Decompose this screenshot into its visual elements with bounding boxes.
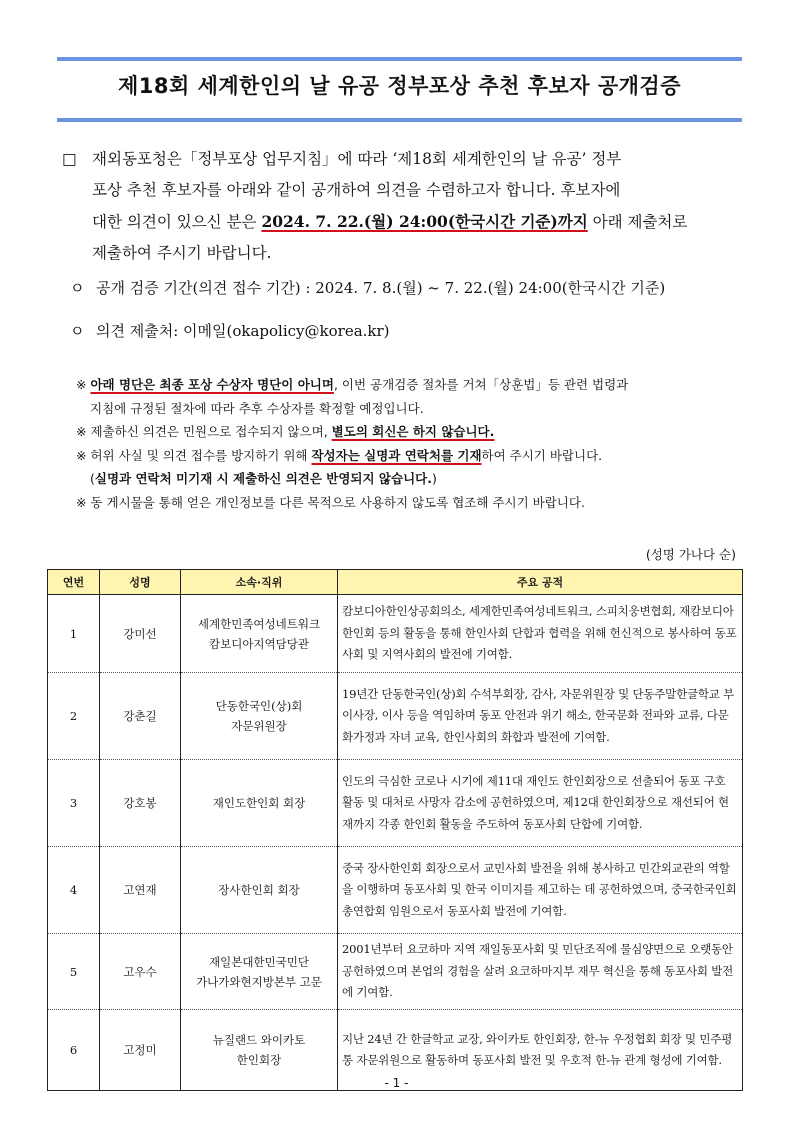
note-3 <box>76 444 756 468</box>
intro-line-3 <box>62 206 752 238</box>
intro-line-3-end: 아래 제출처로 <box>587 213 688 231</box>
row-achievements: 중국 장사한인회 회장으로서 교민사회 발전을 위해 봉사하고 민간외교관의 역할을 이행하며 동포사회 및 한국 이미지를 제고하는 데 공헌하였으며, 중국한국인회 총연합회 임원으로서 동포사회 발전에 기여함. <box>338 847 743 934</box>
reference-mark-icon: ※ <box>76 494 87 510</box>
table-row <box>48 760 743 847</box>
reference-mark-icon: ※ <box>76 424 87 439</box>
title-bottom-rule <box>57 118 742 122</box>
note-3-text: 허위 사실 및 의견 접수를 방지하기 위해 <box>90 447 312 463</box>
intro-line-2: 포상 추천 후보자를 아래와 같이 공개하여 의견을 수렴하고자 합니다. 후보자에 <box>92 181 621 199</box>
row-number: 1 <box>48 595 100 673</box>
sort-order-note: (성명 가나다 순) <box>645 547 736 562</box>
note-3-text-end: 하여 주시기 바랍니다. <box>481 447 603 463</box>
note-2 <box>76 420 756 444</box>
submission-item <box>70 320 390 341</box>
bullet-circle-icon: ㅇ <box>70 322 85 340</box>
row-number: 4 <box>48 847 100 934</box>
intro-line-4: 제출하여 주시기 바랍니다. <box>92 244 272 262</box>
note-3-warning: 실명과 연락처 미기재 시 제출하신 의견은 반영되지 않습니다. <box>94 471 432 486</box>
row-name: 고연재 <box>100 847 181 934</box>
note-1 <box>76 373 756 397</box>
note-4-text: 동 게시물을 통해 얻은 개인정보를 다른 목적으로 사용하지 않도록 협조해 주시기 바랍니다. <box>90 494 585 510</box>
intro-line-3-start: 대한 의견이 있으신 분은 <box>92 213 262 231</box>
table-header-row <box>48 570 743 595</box>
header-number: 연번 <box>48 570 100 595</box>
row-affiliation: 단동한국인(상)회 자문위원장 <box>181 673 338 760</box>
review-period-item <box>70 277 665 298</box>
submission-text: 의견 제출처: 이메일(okapolicy@korea.kr) <box>96 322 390 340</box>
note-4 <box>76 491 756 515</box>
row-achievements: 캄보디아한인상공회의소, 세계한민족여성네트워크, 스피치웅변협회, 재캄보디아한인회 등의 활동을 통해 한인사회 단합과 협력을 위해 헌신적으로 봉사하여 동포사회 및 지역사회의 발전에 기여함. <box>338 595 743 673</box>
row-achievements: 19년간 단동한국인(상)회 수석부회장, 감사, 자문위원장 및 단동주말한글학교 부이사장, 이사 등을 역임하며 동포 안전과 위기 해소, 한국문화 전파와 교류, 다문화가정과 자녀 교육, 한인사회의 화합과 발전에 기여함. <box>338 673 743 760</box>
table-row <box>48 847 743 934</box>
note-1-text: , 이번 공개검증 절차를 거쳐「상훈법」등 관련 법령과 <box>333 377 629 392</box>
row-number: 6 <box>48 1010 100 1091</box>
row-achievements: 2001년부터 요코하마 지역 재일동포사회 및 민단조직에 물심양면으로 오랫동안 공헌하였으며 본업의 경험을 살려 요코하마지부 재무 혁신을 통해 동포사회 발전에 기여함. <box>338 934 743 1010</box>
row-affiliation: 세계한민족여성네트워크 캄보디아지역담당관 <box>181 595 338 673</box>
table-row <box>48 595 743 673</box>
row-affiliation: 재인도한인회 회장 <box>181 760 338 847</box>
row-affiliation: 재일본대한민국민단 가나가와현지방본부 고문 <box>181 934 338 1010</box>
row-number: 5 <box>48 934 100 1010</box>
page-number: - 1 - <box>384 1076 409 1090</box>
note-3-line-2 <box>76 467 756 491</box>
row-affiliation: 장사한인회 회장 <box>181 847 338 934</box>
top-rule <box>57 57 742 61</box>
row-number: 2 <box>48 673 100 760</box>
note-2-emphasis: 별도의 회신은 하지 않습니다. <box>331 424 495 439</box>
intro-paragraph <box>62 144 752 269</box>
row-affiliation: 뉴질랜드 와이카토 한인회장 <box>181 1010 338 1091</box>
header-affiliation: 소속·직위 <box>181 570 338 595</box>
page-title: 제18회 세계한인의 날 유공 정부포상 추천 후보자 공개검증 <box>118 74 681 98</box>
deadline-highlight: 2024. 7. 22.(월) 24:00(한국시간 기준)까지 <box>261 212 588 231</box>
checkbox-square-icon: □ <box>62 150 77 168</box>
reference-mark-icon: ※ <box>76 377 87 392</box>
row-number: 3 <box>48 760 100 847</box>
review-period-text: 공개 검증 기간(의견 접수 기간) : 2024. 7. 8.(월) ~ 7. 22.(월) 24:00(한국시간 기준) <box>96 279 666 297</box>
row-name: 고우수 <box>100 934 181 1010</box>
paren-open: ( <box>90 471 95 486</box>
note-3-emphasis: 작성자는 실명과 연락처를 기재 <box>311 447 482 463</box>
row-achievements: 지난 24년 간 한글학교 교장, 와이카토 한인회장, 한-뉴 우정협회 회장 및 민주평통 자문위원으로 활동하며 동포사회 발전 및 우호적 한-뉴 관계 형성에 기여함. <box>338 1010 743 1091</box>
note-1-line-2: 지침에 규정된 절차에 따라 추후 수상자를 확정할 예정입니다. <box>90 400 424 416</box>
row-achievements: 인도의 극심한 코로나 시기에 제11대 재인도 한인회장으로 선출되어 동포 구호 활동 및 대처로 사망자 감소에 공헌하였으며, 제12대 한인회장으로 재선되어 현재까지 각종 한인회 활동을 주도하여 동포사회 단합에 기여함. <box>338 760 743 847</box>
row-name: 강춘길 <box>100 673 181 760</box>
row-name: 고정미 <box>100 1010 181 1091</box>
header-achievements: 주요 공적 <box>338 570 743 595</box>
bullet-circle-icon: ㅇ <box>70 279 85 297</box>
reference-mark-icon: ※ <box>76 447 87 463</box>
table-row <box>48 673 743 760</box>
note-1-emphasis: 아래 명단은 최종 포상 수상자 명단이 아니며 <box>90 377 334 392</box>
intro-line-1: 재외동포청은「정부포상 업무지침」에 따라 ‘제18회 세계한인의 날 유공’ 정부 <box>92 150 622 168</box>
note-2-text: 제출하신 의견은 민원으로 접수되지 않으며, <box>90 424 332 439</box>
notes-block <box>76 373 756 514</box>
row-name: 강호봉 <box>100 760 181 847</box>
paren-close: ) <box>431 471 437 486</box>
candidate-table <box>47 569 743 1091</box>
header-name: 성명 <box>100 570 181 595</box>
table-row <box>48 934 743 1010</box>
row-name: 강미선 <box>100 595 181 673</box>
